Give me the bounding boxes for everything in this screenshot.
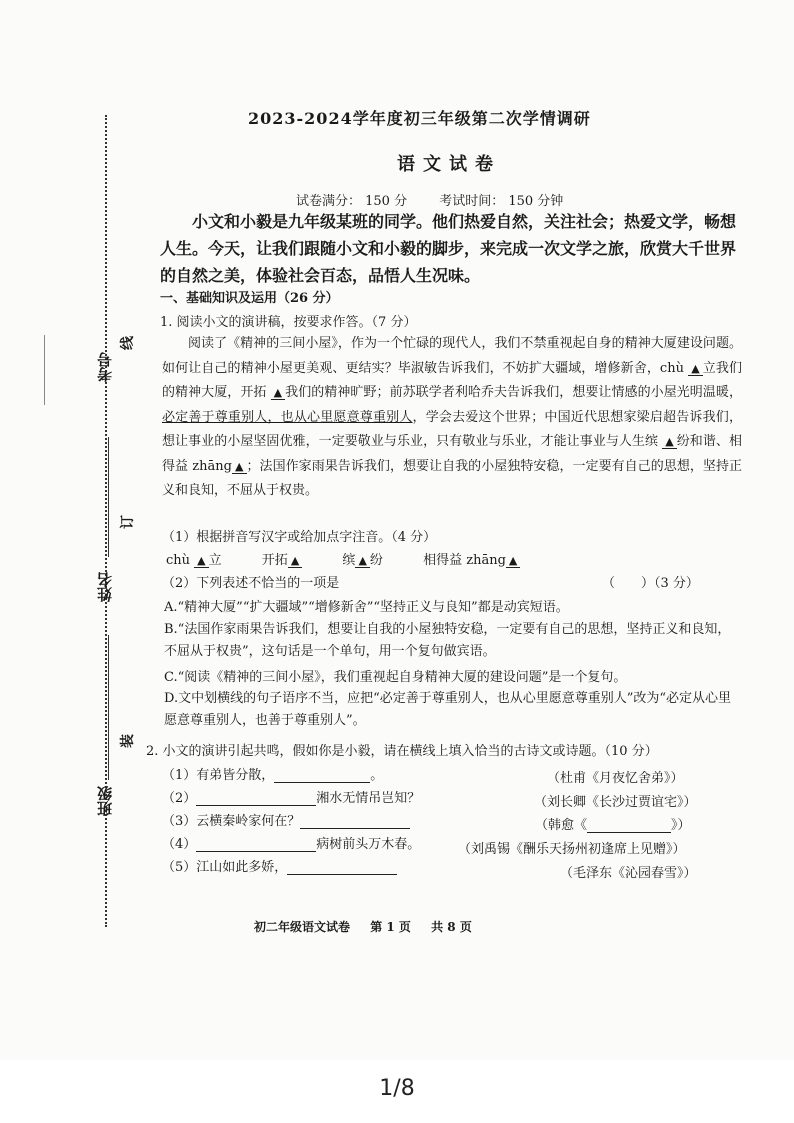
poem-title-blank	[587, 820, 671, 833]
footer-page-number: 第 1 页	[370, 920, 411, 934]
full-score: 试卷满分： 150 分	[296, 194, 408, 209]
blank-triangle: ▲	[232, 460, 247, 474]
speech-passage: 阅读了《精神的三间小屋》，作为一个忙碌的现代人，我们不禁重视起自身的精神大厦建设问题。如何让自己的精神小屋更美观、更结实？毕淑敏告诉我们，不妨扩大疆域，增修新舍，chù ▲ 立我们的精神大厦，开拓 ▲ 我们的精神旷野；前苏联学者利哈乔夫告诉我们，想要让情感的小屋光明温暖，必定善于尊重别人，也从心里愿意尊重别人，学会去爱这个世界；中国近代思想家梁启超告诉我们，想让事业的小屋坚固优雅，一定要敬业与乐业，只有敬业与乐业，才能让事业与人生缤 ▲ 纷和谐、相得益 zhāng ▲ ；法国作家雨果告诉我们，想要让自我的小屋独特安稳，一定要有自己的思想，坚持正义和良知，不屈从于权贵。	[162, 336, 742, 498]
page-footer	[254, 918, 488, 935]
option-b: B.“法国作家雨果告诉我们，想要让自我的小屋独特安稳，一定要有自己的思想，坚持正义和良知，不屈从于权贵”，这句话是一个单句，用一个复句做宾语。	[164, 622, 731, 659]
side-mark-ding: 订	[120, 515, 136, 529]
poem-source-1: （杜甫《月夜忆舍弟》）	[547, 771, 684, 786]
poem-blank-1	[274, 770, 370, 783]
option-d: D.文中划横线的句子语序不当，应把“必定善于尊重别人，也从心里愿意尊重别人”改为“必定从心里愿意尊重别人，也善于尊重别人”。	[164, 691, 732, 728]
footer-total-pages: 共 8 页	[431, 920, 472, 934]
scan-edge-mark	[44, 335, 45, 405]
poem-source-3: （韩愈《 》）	[535, 818, 691, 833]
answer-blank: ▲	[506, 554, 520, 568]
blank-triangle: ▲	[688, 362, 703, 376]
poem-blank-2	[196, 793, 316, 806]
name-label: 姓名	[96, 572, 114, 602]
answer-blank: ▲	[288, 554, 302, 568]
underlined-sentence: 必定善于尊重别人，也从心里愿意尊重别人	[162, 409, 413, 425]
blank-triangle: ▲	[662, 435, 677, 449]
sub-question-2: （2）下列表述不恰当的一项是	[162, 576, 340, 591]
poem-source-4: （刘禹锡《酬乐天扬州初逢席上见赠》）	[458, 842, 686, 857]
question-1: 1. 阅读小文的演讲稿，按要求作答。（7 分）	[160, 315, 417, 330]
exam-number-underline	[108, 437, 109, 557]
answer-blank: ▲	[194, 554, 208, 568]
poem-line-4: （4） 病树前头万木春。	[162, 837, 421, 852]
answer-blank: ▲	[355, 554, 369, 568]
poem-line-5: （5）江山如此多娇，	[162, 856, 397, 875]
sub-question-1: （1）根据拼音写汉字或给加点字注音。（4 分）	[162, 530, 437, 545]
name-underline	[108, 635, 109, 780]
poem-blank-4	[196, 839, 316, 852]
blank-triangle: ▲	[271, 386, 286, 400]
footer-paper-name: 初二年级语文试卷	[254, 920, 351, 934]
question-2: 2. 小文的演讲引起共鸣，假如你是小毅，请在横线上填入恰当的古诗文或诗题。（10 分）	[146, 744, 658, 759]
side-mark-zhuang: 装	[120, 734, 136, 748]
poem-source-5: （毛泽东《沁园春雪》）	[560, 866, 697, 881]
poem-line-1: （1）有弟皆分散， 。	[162, 768, 384, 783]
sub-question-1-items: chù ▲ 立 开拓 ▲ 缤 ▲ 纷 相得益 zhāng ▲	[166, 549, 520, 568]
exam-subtitle: 语文试卷	[397, 154, 501, 175]
section-heading: 一、基础知识及运用（26 分）	[160, 291, 339, 306]
poem-blank-5	[287, 862, 397, 875]
sub-question-2-score: （ ）（3 分）	[602, 576, 699, 591]
poem-line-2: （2） 湘水无情吊岂知？	[162, 791, 421, 806]
page-indicator: 1/8	[379, 1076, 415, 1101]
side-mark-xian: 线	[120, 336, 136, 350]
score-info	[296, 190, 567, 209]
class-label: 班级	[96, 786, 114, 816]
option-a: A.“精神大厦”“扩大疆域”“增修新舍”“坚持正义与良知”都是动宾短语。	[164, 600, 569, 615]
poem-line-3: （3）云横秦岭家何在？	[162, 810, 410, 829]
exam-number-label: 考号	[96, 352, 114, 382]
intro-paragraph: 小文和小毅是九年级某班的同学。他们热爱自然，关注社会；热爱文学，畅想人生。今天，让我们跟随小文和小毅的脚步，来完成一次文学之旅，欣赏大千世界的自然之美，体验社会百态，品悟人生况味。	[160, 212, 737, 285]
option-c: C.“阅读《精神的三间小屋》，我们重视起自身精神大厦的建设问题”是一个复句。	[164, 670, 627, 685]
poem-source-2: （刘长卿《长沙过贾谊宅》）	[534, 795, 697, 810]
exam-time: 考试时间： 150 分钟	[439, 194, 564, 209]
exam-title: 2023-2024学年度初三年级第二次学情调研	[248, 109, 591, 128]
poem-blank-3	[300, 816, 410, 829]
